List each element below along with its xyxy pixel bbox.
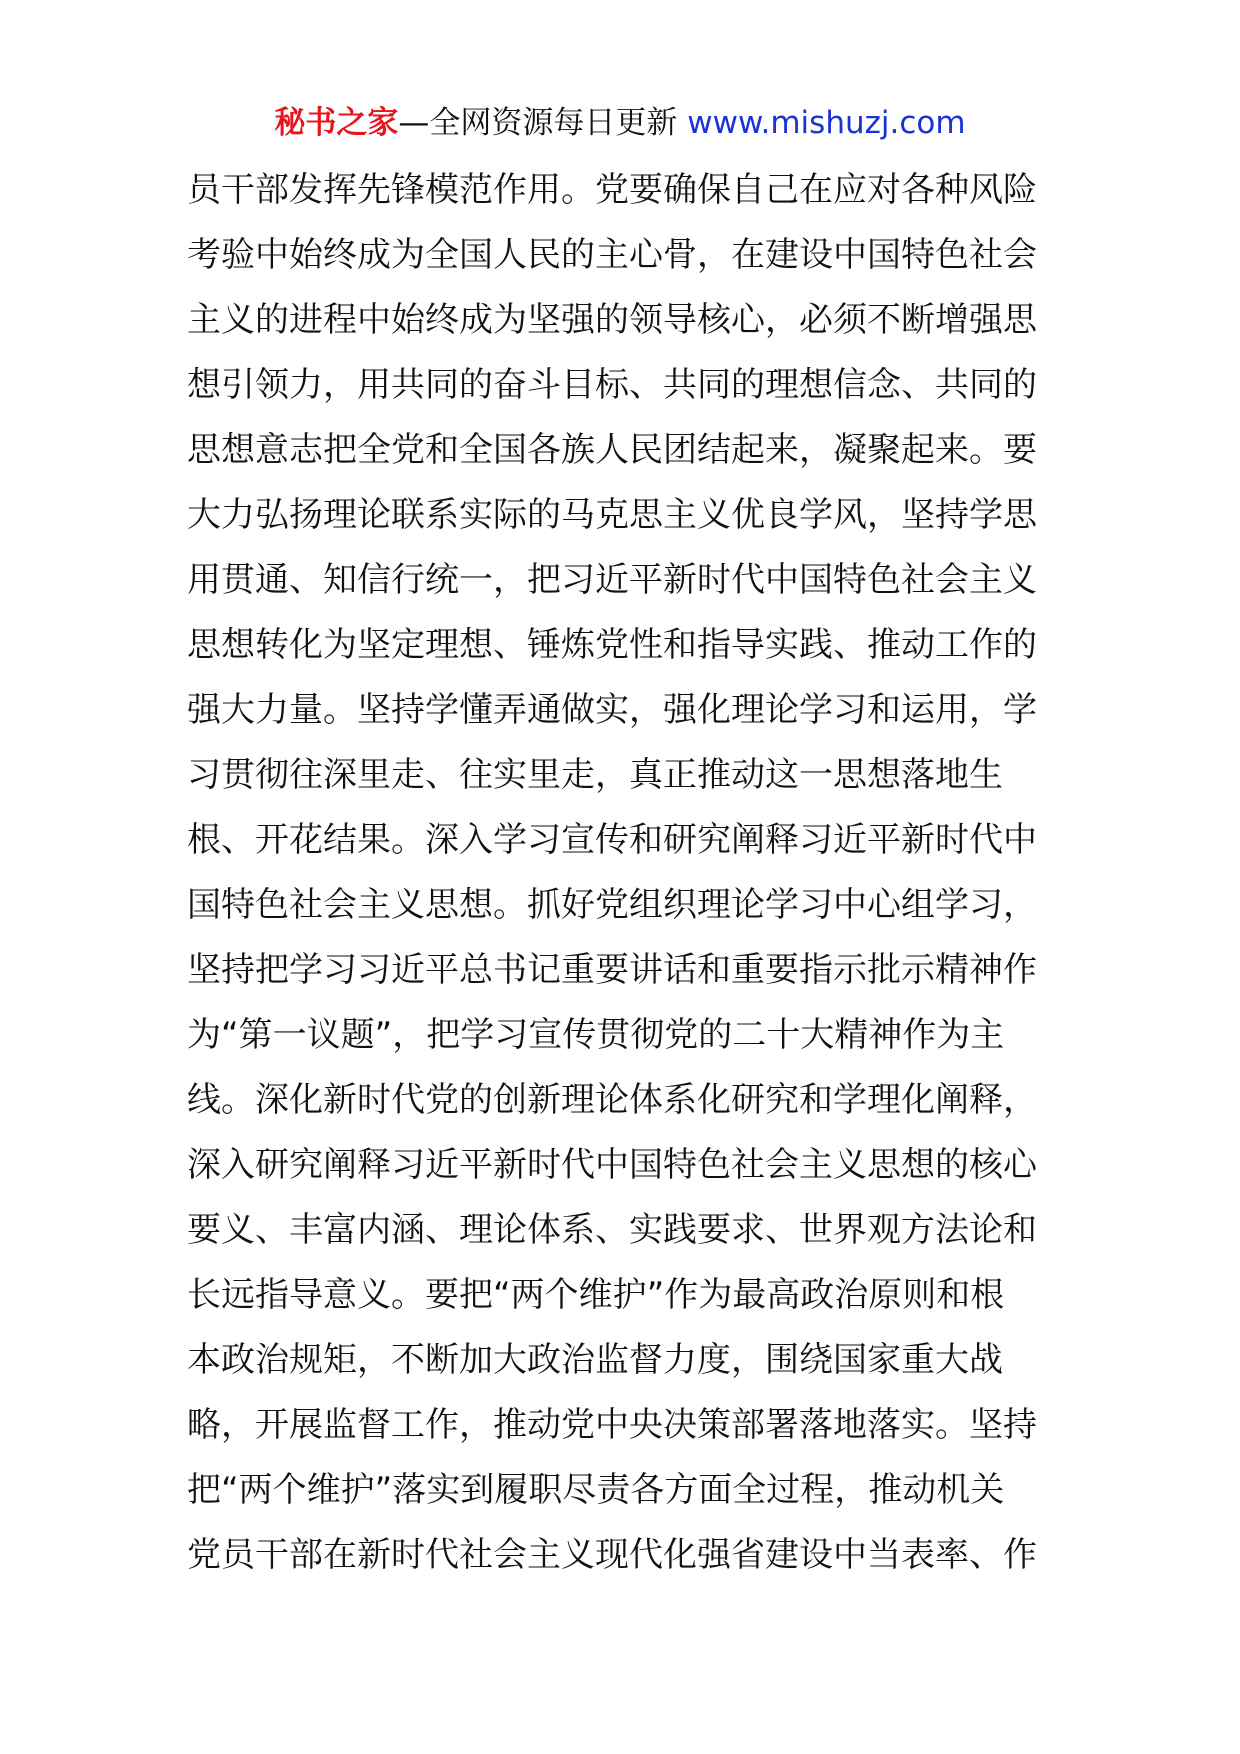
text-line: 想引领力，用共同的奋斗目标、共同的理想信念、共同的 [187, 365, 1037, 405]
text-line: 员干部发挥先锋模范作用。党要确保自己在应对各种风险 [187, 170, 1037, 210]
text-line: 线。深化新时代党的创新理论体系化研究和学理化阐释， [187, 1080, 1037, 1120]
site-url-link[interactable]: www.mishuzj.com [687, 105, 966, 141]
text-line: 强大力量。坚持学懂弄通做实，强化理论学习和运用，学 [187, 690, 1037, 730]
text-line: 国特色社会主义思想。抓好党组织理论学习中心组学习， [187, 885, 1037, 925]
text-line: 考验中始终成为全国人民的主心骨，在建设中国特色社会 [187, 235, 1037, 275]
text-line: 为“第一议题”，把学习宣传贯彻党的二十大精神作为主 [187, 1015, 1005, 1055]
text-line: 思想意志把全党和全国各族人民团结起来，凝聚起来。要 [187, 430, 1037, 470]
page-header [0, 100, 1240, 146]
text-line: 深入研究阐释习近平新时代中国特色社会主义思想的核心 [187, 1145, 1037, 1185]
text-line: 主义的进程中始终成为坚强的领导核心，必须不断增强思 [187, 300, 1037, 340]
text-line: 习贯彻往深里走、往实里走，真正推动这一思想落地生 [187, 755, 1003, 795]
text-line: 把“两个维护”落实到履职尽责各方面全过程，推动机关 [187, 1470, 1005, 1510]
text-line: 大力弘扬理论联系实际的马克思主义优良学风，坚持学思 [187, 495, 1037, 535]
text-line: 要义、丰富内涵、理论体系、实践要求、世界观方法论和 [187, 1210, 1037, 1250]
brand-name: 秘书之家 [274, 105, 399, 141]
header-tagline: —全网资源每日更新 [398, 105, 688, 141]
text-line: 略，开展监督工作，推动党中央决策部署落地落实。坚持 [187, 1405, 1037, 1445]
text-line: 思想转化为坚定理想、锤炼党性和指导实践、推动工作的 [187, 625, 1037, 665]
text-line: 本政治规矩，不断加大政治监督力度，围绕国家重大战 [187, 1340, 1003, 1380]
text-line: 党员干部在新时代社会主义现代化强省建设中当表率、作 [187, 1535, 1037, 1575]
text-line: 用贯通、知信行统一，把习近平新时代中国特色社会主义 [187, 560, 1037, 600]
text-line: 根、开花结果。深入学习宣传和研究阐释习近平新时代中 [187, 820, 1037, 860]
text-line: 长远指导意义。要把“两个维护”作为最高政治原则和根 [187, 1275, 1005, 1315]
body-text [187, 158, 1057, 1588]
text-line: 坚持把学习习近平总书记重要讲话和重要指示批示精神作 [187, 950, 1037, 990]
